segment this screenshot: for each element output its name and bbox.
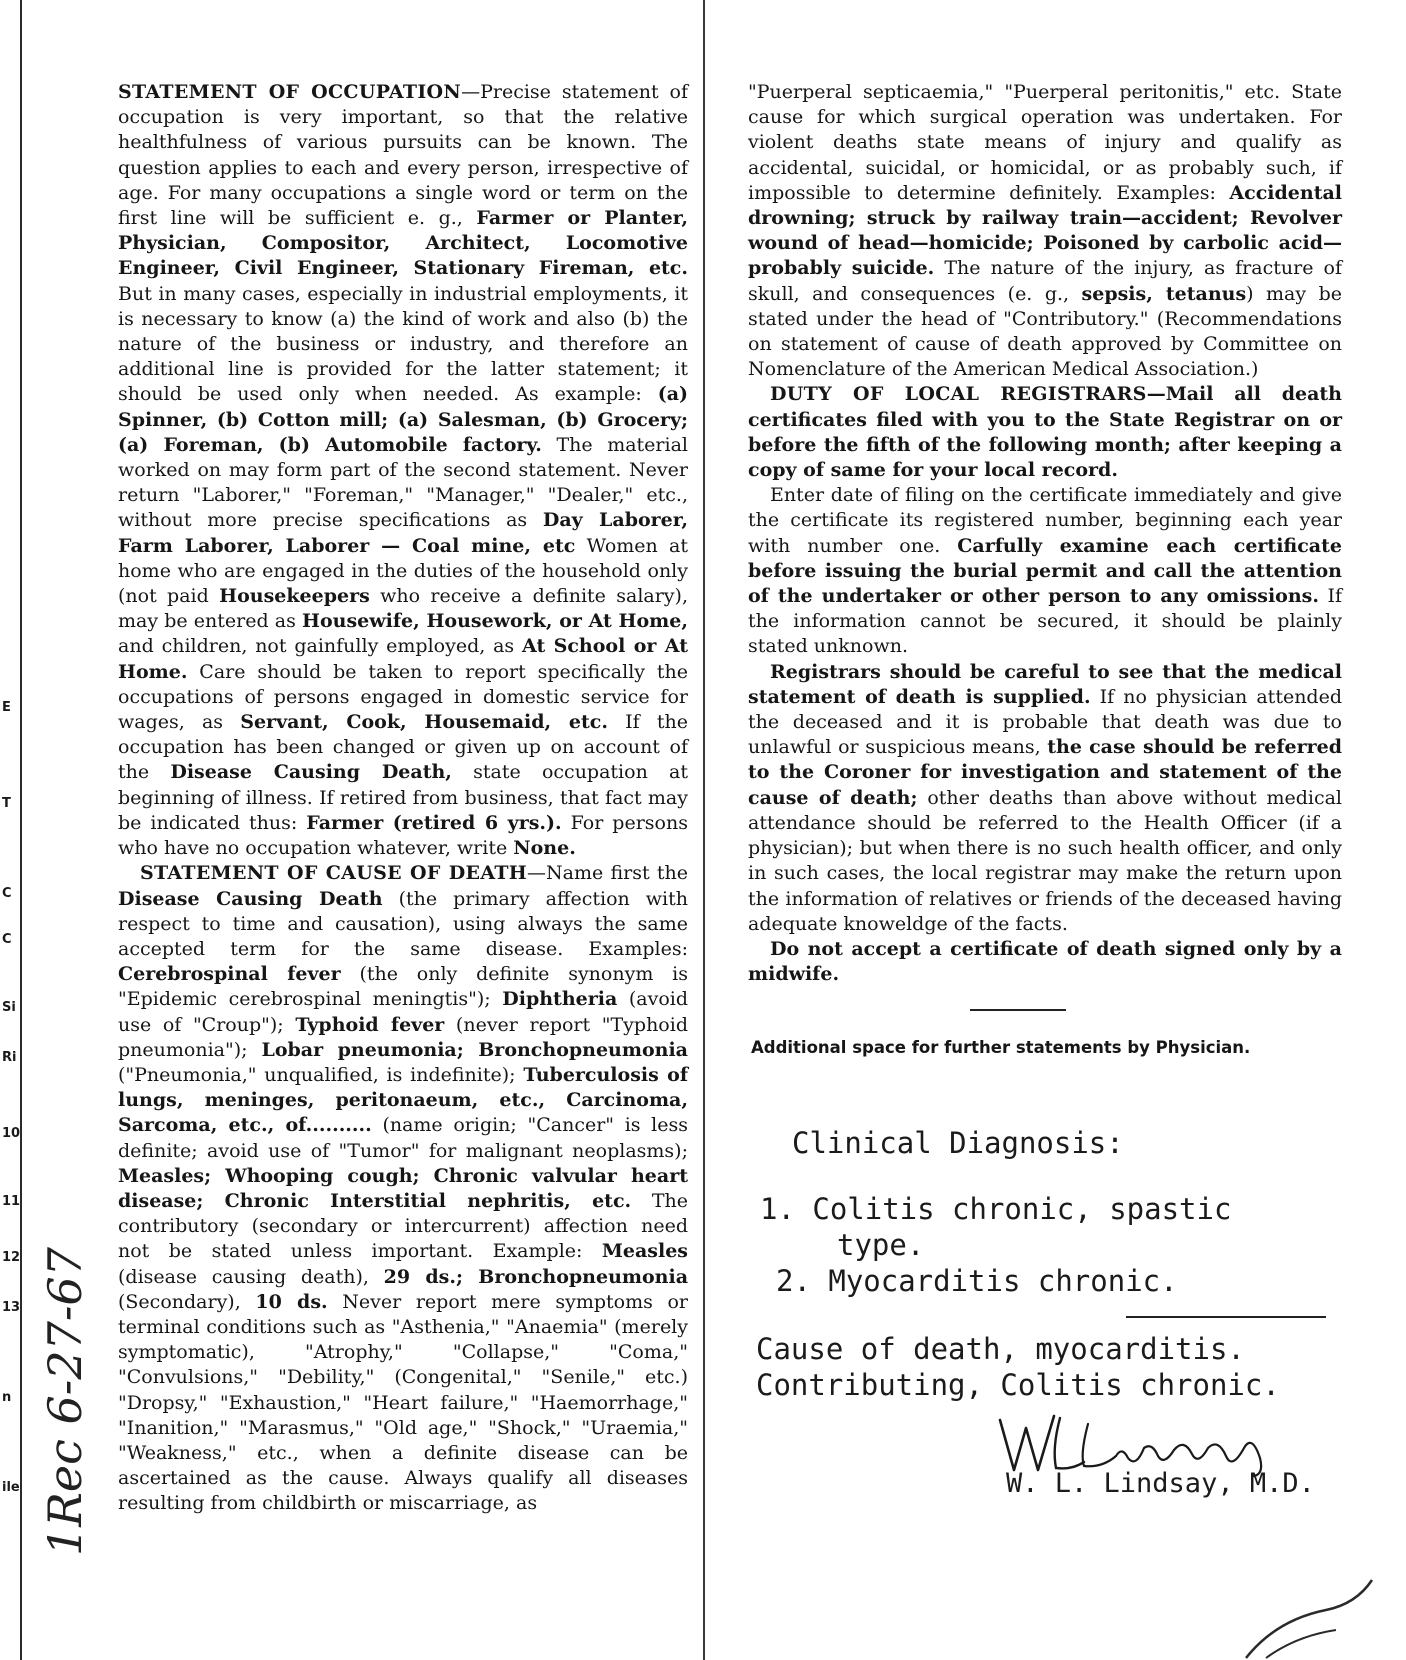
body-text: other deaths than above without medical attendance should be referred to the Health Officer (if a physician); but when there is no such health officer, and only in such cases, the local registrar may make the return upon the information of relatives or friends of the deceased having adequate knoweldge of the facts. [748, 786, 1342, 935]
body-text: Never report mere symptoms or terminal conditions such as "Asthenia," "Anaemia" (merely symptomatic), "Atrophy," "Collapse," "Coma," "Convulsions," "Debility," (Congenital," "Senile," etc.) "Dropsy," "Exhaustion," "Heart failure," "Haemorrhage," "Inanition," "Marasmus," "Old age," "Shock," "Uraemia," "Weakness," etc., when a definite disease can be ascertained as the cause. Always qualify all diseases resulting from childbirth or miscarriage, as [118, 1290, 688, 1515]
body-text: The material worked on may form part of the second statement. Never return "Laborer," "Foreman," "Manager," "Dealer," etc., without more precise specifications as [118, 433, 688, 532]
diagnosis-item-1: 1. Colitis chronic, spastic [760, 1192, 1232, 1226]
body-text: The contributory (secondary or intercurrent) affection need not be stated unless important. Example: [118, 1189, 689, 1263]
example-text: Typhoid fever [295, 1013, 445, 1036]
duty-paragraph [748, 382, 1342, 483]
body-text: and children, not gainfully employed, as [118, 635, 523, 658]
example-text: Measles; Whooping cough; Chronic valvular heart disease; Chronic Interstitial nephritis, etc. [118, 1164, 688, 1212]
body-text: (avoid use of "Croup"); [118, 988, 688, 1036]
medical-statement-paragraph [748, 660, 1342, 937]
body-text: (disease causing death), [118, 1265, 384, 1288]
body-text: Women at home who are engaged in the duties of the household only (not paid [118, 534, 688, 608]
duty-heading: DUTY OF LOCAL REGISTRARS [770, 383, 1147, 406]
example-text: Housekeepers [219, 585, 370, 608]
example-text: Measles [601, 1240, 688, 1263]
example-text: sepsis, tetanus [1081, 282, 1247, 305]
body-text: Enter date of filing on the certificate immediately and give the certificate its registered number, beginning each year with number one. [748, 484, 1342, 557]
section-divider [970, 1009, 1066, 1011]
strip-fragment: Ri [2, 1050, 17, 1065]
contributing-line: Contributing, Colitis chronic. [756, 1368, 1280, 1402]
example-text: None. [513, 837, 576, 860]
strip-fragment: 11 [2, 1194, 21, 1209]
clinical-diagnosis-heading: Clinical Diagnosis: [792, 1126, 1124, 1160]
left-column [118, 80, 688, 1517]
body-text: (name origin; "Cancer" is less definite; avoid use of "Tumor" for malignant neoplasms); [118, 1114, 689, 1162]
strip-fragment: 10 [2, 1126, 21, 1141]
cause-continued-paragraph [748, 80, 1342, 382]
strip-fragment: 13 [2, 1300, 21, 1315]
typed-underline [1126, 1316, 1326, 1318]
emphasis-text: the case should be referred to the Coroner for investigation and statement of the cause of death; [748, 736, 1342, 809]
body-text: —Name first the [527, 862, 688, 885]
body-text: For persons who have no occupation whatever, write [118, 811, 688, 860]
body-text: Care should be taken to report specifically the occupations of persons engaged in domestic service for wages, as [118, 660, 688, 734]
diagnosis-item-2: 2. Myocarditis chronic. [776, 1264, 1178, 1298]
example-text: Cerebrospinal fever [118, 963, 341, 986]
strip-fragment: 12 [2, 1250, 21, 1265]
emphasis-text: Registrars should be careful to see that the medical statement of death is supplied. [748, 660, 1342, 708]
body-text: If no physician attended the deceased and it is probable that death was due to unlawful or suspicious means, [748, 685, 1343, 759]
cause-of-death-line: Cause of death, myocarditis. [756, 1332, 1245, 1366]
midwife-paragraph [748, 937, 1342, 987]
additional-space-label: Additional space for further statements by Physician. [751, 1038, 1251, 1058]
example-text: Housewife, Housework, or At Home, [302, 610, 688, 633]
strip-fragment: ile [2, 1480, 20, 1495]
body-text: state occupation at beginning of illness. If retired from business, that fact may be indicated thus: [118, 761, 689, 834]
example-text: Diphtheria [502, 988, 618, 1011]
example-text: Day Laborer, Farm Laborer, Laborer — Coal mine, etc [118, 509, 688, 557]
body-text: If the occupation has been changed or given up on account of the [118, 711, 688, 784]
diagnosis-item-1-continued: type. [837, 1228, 925, 1262]
body-text: —Precise statement of occupation is very important, so that the relative healthfulness of various pursuits can be known. The question applies to each and every person, irrespective of age. For many occupations a single word or term on the first line will be sufficient e. g., [118, 81, 688, 230]
example-text: 29 ds.; Bronchopneumonia [383, 1265, 689, 1288]
example-text: Lobar pneumonia; Bronchopneumonia [261, 1038, 688, 1061]
cause-heading: STATEMENT OF CAUSE OF DEATH [140, 862, 528, 885]
body-text: —Mail all death certificates filed with you to the State Registrar on or before the fifth of the following month; after keeping a copy of same for your local record. [748, 383, 1342, 482]
body-text: (never report "Typhoid pneumonia"); [118, 1013, 688, 1061]
example-text: Disease Causing Death, [170, 761, 452, 784]
body-text: ("Pneumonia," unqualified, is indefinite); [118, 1063, 524, 1086]
right-column [748, 80, 1342, 1061]
example-text: Accidental drowning; struck by railway train—accident; Revolver wound of head—homicide; Poisoned by carbolic acid—probably suicide. [748, 181, 1342, 280]
body-text: ) may be stated under the head of "Contributory." (Recommendations on statement of cause of death approved by Committee on Nomenclature of the American Medical Association.) [748, 282, 1342, 381]
cause-paragraph [118, 861, 688, 1516]
physician-name: W. L. Lindsay, M.D. [1006, 1468, 1315, 1499]
body-text: who receive a definite salary), may be entered as [118, 585, 688, 633]
example-text: Farmer or Planter, Physician, Compositor, Architect, Locomotive Engineer, Civil Engineer, Stationary Fireman, etc. [118, 207, 688, 280]
occupation-paragraph [118, 80, 688, 861]
filing-paragraph [748, 483, 1342, 659]
example-text: (a) Spinner, (b) Cotton mill; (a) Salesman, (b) Grocery; (a) Foreman, (b) Automobile factory. [118, 383, 688, 456]
example-text: At School or At Home. [118, 635, 688, 683]
body-text: (Secondary), [118, 1290, 256, 1313]
body-text: (the primary affection with respect to time and causation), using always the same accepted term for the same disease. Examples: [118, 887, 688, 960]
fold-line [703, 0, 705, 1660]
body-text: If the information cannot be secured, it should be plainly stated unknown. [748, 585, 1343, 658]
example-text: 10 ds. [255, 1290, 328, 1313]
corner-mark [1236, 1540, 1376, 1660]
emphasis-text: Do not accept a certificate of death signed only by a midwife. [748, 937, 1342, 986]
strip-fragment: T [2, 796, 11, 811]
strip-fragment: Si [2, 1000, 16, 1015]
strip-fragment: n [2, 1390, 12, 1405]
example-text: Servant, Cook, Housemaid, etc. [240, 711, 608, 734]
body-text: "Puerperal septicaemia," "Puerperal peritonitis," etc. State cause for which surgical operation was undertaken. For violent deaths state means of injury and qualify as accidental, suicidal, or homicidal, or as probably such, if impossible to determine definitely. Examples: [748, 81, 1342, 204]
body-text: (the only definite synonym is "Epidemic cerebrospinal meningtis"); [118, 963, 688, 1011]
occupation-heading: STATEMENT OF OCCUPATION [118, 81, 462, 103]
emphasis-text: Carfully examine each certificate before issuing the burial permit and call the attention of the undertaker or other person to any omissions. [748, 534, 1342, 608]
example-text: Tuberculosis of lungs, meninges, peritonaeum, etc., Carcinoma, Sarcoma, etc., of.......... [118, 1063, 688, 1137]
left-margin-strip [0, 0, 22, 1660]
handwritten-margin-date: 1Rec 6-27-67 [38, 1247, 92, 1556]
strip-fragment: C [2, 932, 12, 947]
strip-fragment: E [2, 700, 11, 715]
strip-fragment: C [2, 886, 12, 901]
example-text: Disease Causing Death [118, 887, 383, 910]
body-text: The nature of the injury, as fracture of skull, and consequences (e. g., [748, 257, 1342, 305]
example-text: Farmer (retired 6 yrs.). [306, 811, 562, 834]
body-text: But in many cases, especially in industrial employments, it is necessary to know (a) the kind of work and also (b) the nature of the business or industry, and therefore an additional line is provided for the latter statement; it should be used only when needed. As example: [118, 282, 688, 406]
